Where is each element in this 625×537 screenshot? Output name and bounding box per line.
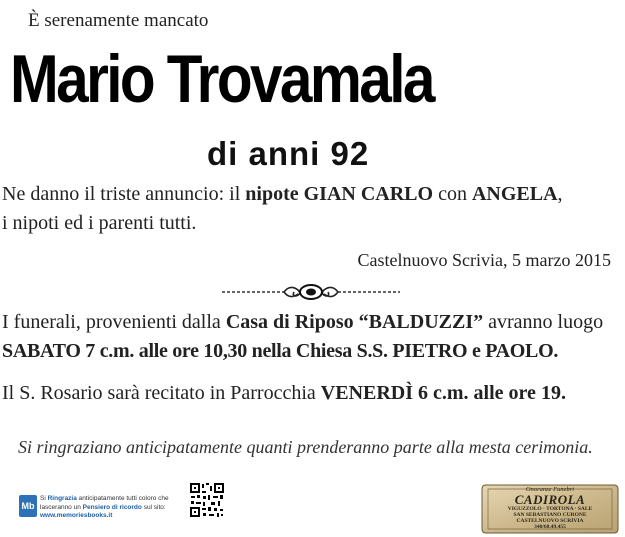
card-line-1: Onoranze Funebri bbox=[525, 486, 575, 493]
rosario-pre: Il S. Rosario sarà recitato in Parrocchia bbox=[2, 382, 321, 404]
footer-pensiero: Pensiero di ricordo bbox=[82, 503, 142, 511]
footer-text1: anticipatamente tutti coloro che lasceranno un bbox=[40, 495, 169, 511]
funeral-line-1 bbox=[2, 311, 603, 334]
rosario-line bbox=[2, 382, 566, 405]
footer-site-link[interactable]: www.memoriesbooks.it bbox=[40, 512, 113, 519]
funeral-line-2: SABATO 7 c.m. alle ore 10,30 nella Chiesa S.S. PIETRO e PAOLO. bbox=[2, 340, 559, 362]
age-text: di anni 92 bbox=[207, 135, 370, 172]
rosario-bold: VENERDÌ 6 c.m. alle ore 19. bbox=[320, 382, 566, 404]
footer-si: Si bbox=[40, 495, 48, 502]
qr-code-icon[interactable] bbox=[189, 482, 225, 518]
card-brand: CADIROLA bbox=[514, 492, 586, 507]
footer-text bbox=[40, 495, 190, 521]
funeral-home-card bbox=[480, 481, 620, 537]
announcement-nipote: nipote GIAN CARLO bbox=[245, 183, 434, 205]
announcement-line-2: i nipoti ed i parenti tutti. bbox=[2, 212, 197, 234]
deceased-name: Mario Trovamala bbox=[10, 41, 433, 117]
thanks-text: Si ringraziano anticipatamente quanti prenderanno parte alla mesta cerimonia. bbox=[18, 437, 593, 457]
announcement-con: con bbox=[433, 183, 472, 205]
ornament-divider-icon bbox=[222, 282, 400, 302]
footer-text2: sul sito: bbox=[141, 503, 166, 511]
announcement-line-1 bbox=[2, 183, 563, 206]
funeral-post: avranno luogo bbox=[483, 311, 604, 333]
place-date: Castelnuovo Scrivia, 5 marzo 2015 bbox=[357, 250, 611, 270]
footer-ringrazia: Ringrazia bbox=[47, 495, 77, 502]
card-line-2: VIGUZZOLO · TORTONA · SALE bbox=[507, 506, 593, 512]
announcement-comma: , bbox=[557, 183, 563, 205]
intro-text: È serenamente mancato bbox=[28, 10, 209, 31]
announcement-angela: ANGELA bbox=[471, 183, 558, 205]
funeral-pre: I funerali, provenienti dalla bbox=[2, 311, 226, 333]
card-phone: 340/68.49.455 bbox=[534, 524, 566, 530]
card-line-4: CASTELNUOVO SCRIVIA bbox=[516, 518, 584, 524]
card-line-3: SAN SEBASTIANO CURONE bbox=[513, 512, 587, 518]
memoriesbooks-logo: Mb bbox=[19, 495, 37, 517]
funeral-casa: Casa di Riposo “BALDUZZI” bbox=[225, 311, 484, 333]
announcement-pre: Ne danno il triste annuncio: il bbox=[2, 183, 246, 205]
